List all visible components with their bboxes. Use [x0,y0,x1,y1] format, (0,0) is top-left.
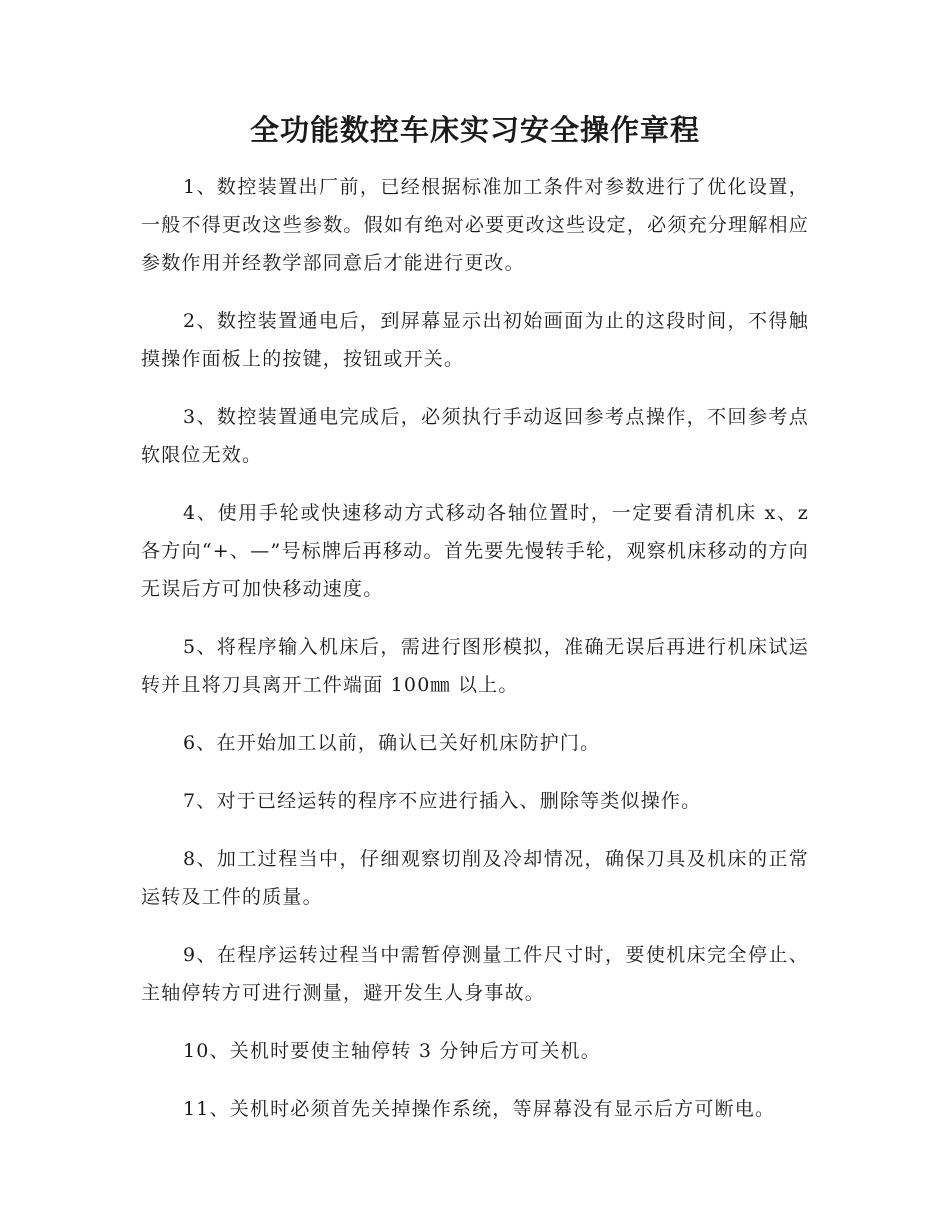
paragraph-2: 2、数控装置通电后，到屏幕显示出初始画面为止的这段时间，不得触摸操作面板上的按键，按钮或开关。 [141,310,809,370]
paragraph-10: 10、关机时要使主轴停转 3 分钟后方可关机。 [183,1040,601,1062]
paragraph-4: 4、使用手轮或快速移动方式移动各轴位置时，一定要看清机床 x、z 各方向“+、—”号标牌后再移动。首先要先慢转手轮，观察机床移动的方向无误后方可加快移动速度。 [141,502,809,600]
paragraph-5: 5、将程序输入机床后，需进行图形模拟，准确无误后再进行机床试运转并且将刀具离开工件端面 100㎜ 以上。 [141,636,809,696]
paragraph-9: 9、在程序运转过程当中需暂停测量工件尺寸时，要使机床完全停止、主轴停转方可进行测量，避开发生人身事故。 [141,944,809,1004]
paragraph-1: 1、数控装置出厂前，已经根据标准加工条件对参数进行了优化设置，一般不得更改这些参数。假如有绝对必要更改这些设定，必须充分理解相应参数作用并经教学部同意后才能进行更改。 [141,176,809,274]
document-title: 全功能数控车床实习安全操作章程 [249,113,700,147]
paragraph-6: 6、在开始加工以前，确认已关好机床防护门。 [183,732,601,754]
paragraph-3: 3、数控装置通电完成后，必须执行手动返回参考点操作，不回参考点软限位无效。 [141,406,809,466]
paragraph-11: 11、关机时必须首先关掉操作系统，等屏幕没有显示后方可断电。 [183,1098,776,1120]
document-body [141,168,809,1148]
paragraph-7: 7、对于已经运转的程序不应进行插入、删除等类似操作。 [183,790,702,812]
paragraph-8: 8、加工过程当中，仔细观察切削及冷却情况，确保刀具及机床的正常运转及工件的质量。 [141,848,809,908]
